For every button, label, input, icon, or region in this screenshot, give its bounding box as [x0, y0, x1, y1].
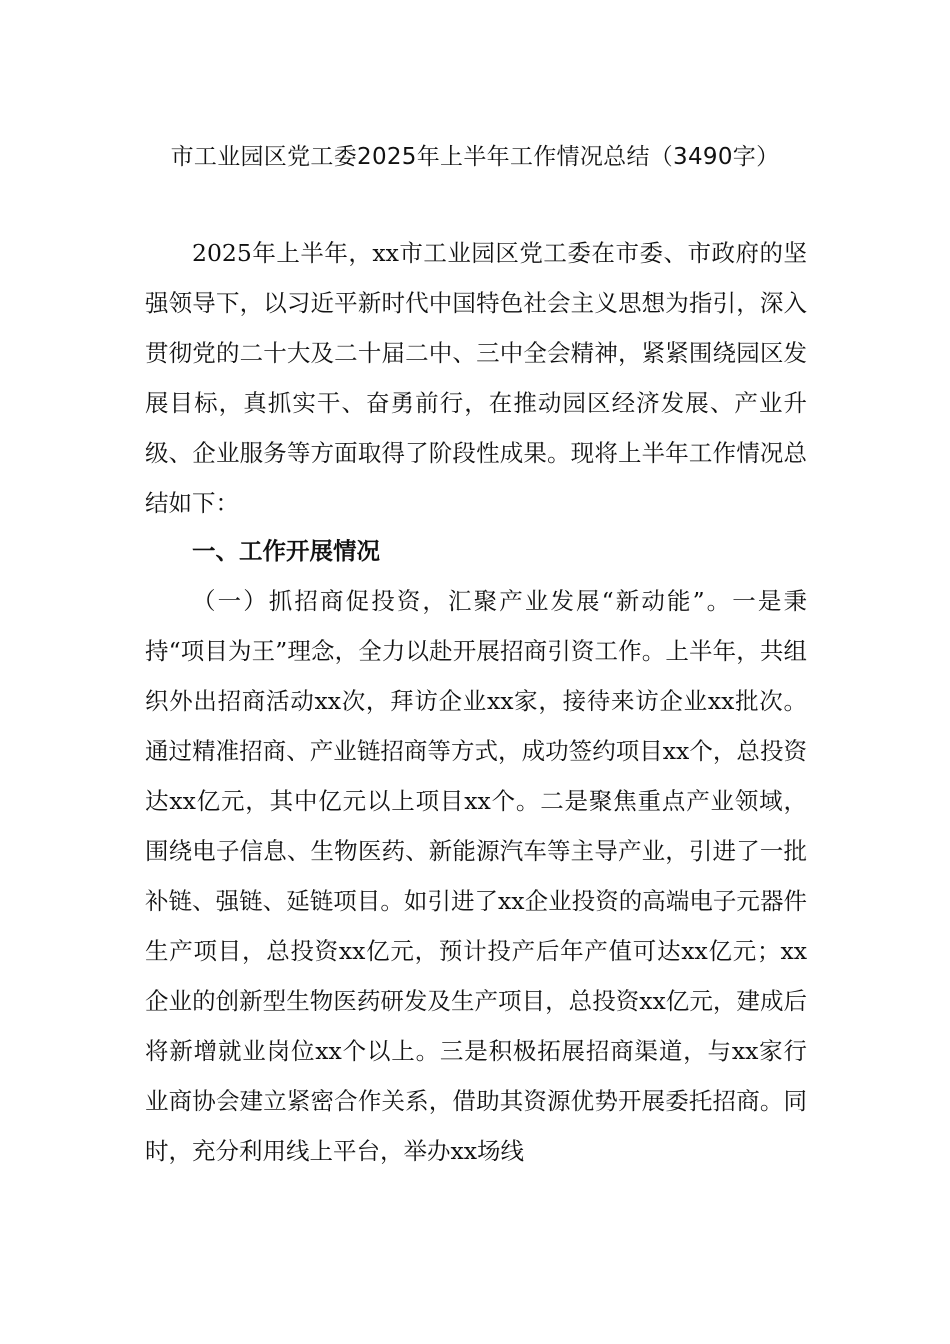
intro-paragraph: 2025年上半年，xx市工业园区党工委在市委、市政府的坚强领导下，以习近平新时代中国特色社会主义思想为指引，深入贯彻党的二十大及二十届二中、三中全会精神，紧紧围绕园区发展目标，真抓实干、奋勇前行，在推动园区经济发展、产业升级、企业服务等方面取得了阶段性成果。现将上半年工作情况总结如下：	[145, 239, 807, 517]
section-heading: 一、工作开展情况	[192, 537, 380, 565]
document-title: 市工业园区党工委2025年上半年工作情况总结（3490字）	[170, 144, 780, 170]
section-paragraph: （一）抓招商促投资，汇聚产业发展“新动能”。一是秉持“项目为王”理念，全力以赴开展招商引资工作。上半年，共组织外出招商活动xx次，拜访企业xx家，接待来访企业xx批次。通过精准招商、产业链招商等方式，成功签约项目xx个，总投资达xx亿元，其中亿元以上项目xx个。二是聚焦重点产业领域，围绕电子信息、生物医药、新能源汽车等主导产业，引进了一批补链、强链、延链项目。如引进了xx企业投资的高端电子元器件生产项目，总投资xx亿元，预计投产后年产值可达xx亿元；xx企业的创新型生物医药研发及生产项目，总投资xx亿元，建成后将新增就业岗位xx个以上。三是积极拓展招商渠道，与xx家行业商协会建立紧密合作关系，借助其资源优势开展委托招商。同时，充分利用线上平台，举办xx场线	[145, 587, 807, 1165]
